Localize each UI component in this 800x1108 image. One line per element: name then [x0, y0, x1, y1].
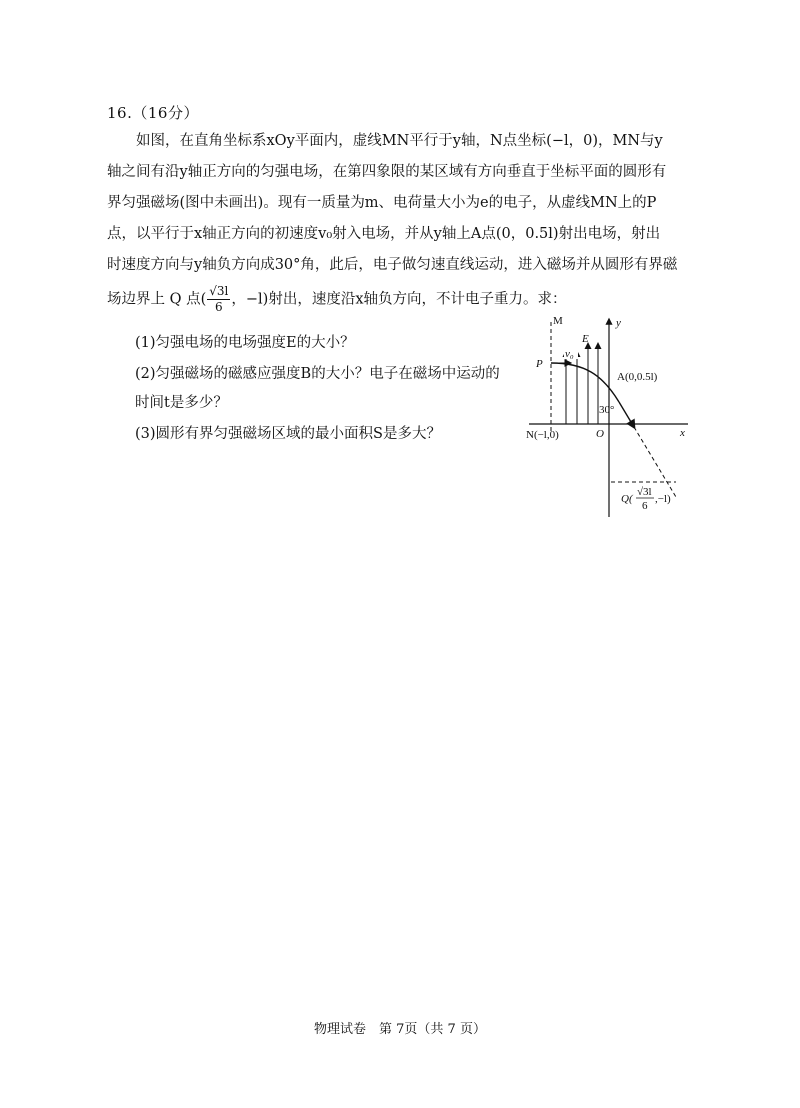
question-line-2: 轴之间有沿y轴正方向的匀强电场，在第四象限的某区域有方向垂直于坐标平面的圆形有 — [107, 164, 667, 180]
label-q-num: √3l — [637, 486, 652, 498]
diagram-svg — [524, 312, 708, 522]
question-line-6-prefix: 场边界上 Q 点( — [107, 291, 207, 308]
label-a: A(0,0.5l) — [617, 371, 658, 383]
label-n: N(−l,0) — [526, 429, 559, 441]
label-v0: v₀ — [565, 348, 574, 360]
sub-question-2-cont: 时间t是多少？ — [135, 395, 228, 411]
question-line-3: 界匀强磁场(图中未画出)。现有一质量为m、电荷量大小为e的电子，从虚线MN上的P — [107, 195, 657, 211]
label-o: O — [596, 428, 604, 440]
label-q-prefix: Q( — [621, 493, 633, 505]
label-e: E — [582, 333, 589, 345]
question-number: 16.（16分） — [107, 104, 199, 122]
sub-question-2: (2)匀强磁场的磁感应强度B的大小？电子在磁场中运动的 — [135, 366, 500, 382]
q-fraction-numerator: √3l — [209, 284, 229, 298]
question-line-6 — [107, 284, 707, 316]
question-line-5: 时速度方向与y轴负方向成30°角，此后，电子做匀速直线运动，进入磁场并从圆形有界磁 — [107, 257, 678, 273]
physics-diagram — [524, 312, 708, 522]
label-x: x — [680, 427, 685, 439]
label-q-den: 6 — [642, 500, 648, 512]
question-text — [107, 126, 707, 281]
label-p: P — [536, 358, 543, 370]
sub-question-3: (3)圆形有界匀强磁场区域的最小面积S是多大？ — [135, 426, 441, 442]
page-footer: 物理试卷 第 7页（共 7 页） — [314, 1022, 486, 1037]
trajectory-straight — [619, 402, 634, 427]
label-angle: 30° — [599, 404, 615, 416]
label-q-suffix: ,−l) — [655, 493, 671, 505]
q-fraction-denominator: 6 — [215, 300, 223, 314]
label-y: y — [616, 317, 621, 329]
q-coordinate-fraction — [207, 284, 230, 315]
sub-question-1: (1)匀强电场的电场强度E的大小？ — [135, 335, 355, 351]
question-line-4: 点，以平行于x轴正方向的初速度v₀射入电场，并从y轴上A点(0，0.5l)射出电场，射出 — [107, 226, 661, 242]
question-line-1: 如图，在直角坐标系xOy平面内，虚线MN平行于y轴，N点坐标(−l，0)，MN与y — [136, 133, 663, 149]
question-line-6-suffix: ，−l)射出，速度沿x轴负方向，不计电子重力。求： — [231, 291, 567, 308]
label-m: M — [553, 315, 563, 327]
